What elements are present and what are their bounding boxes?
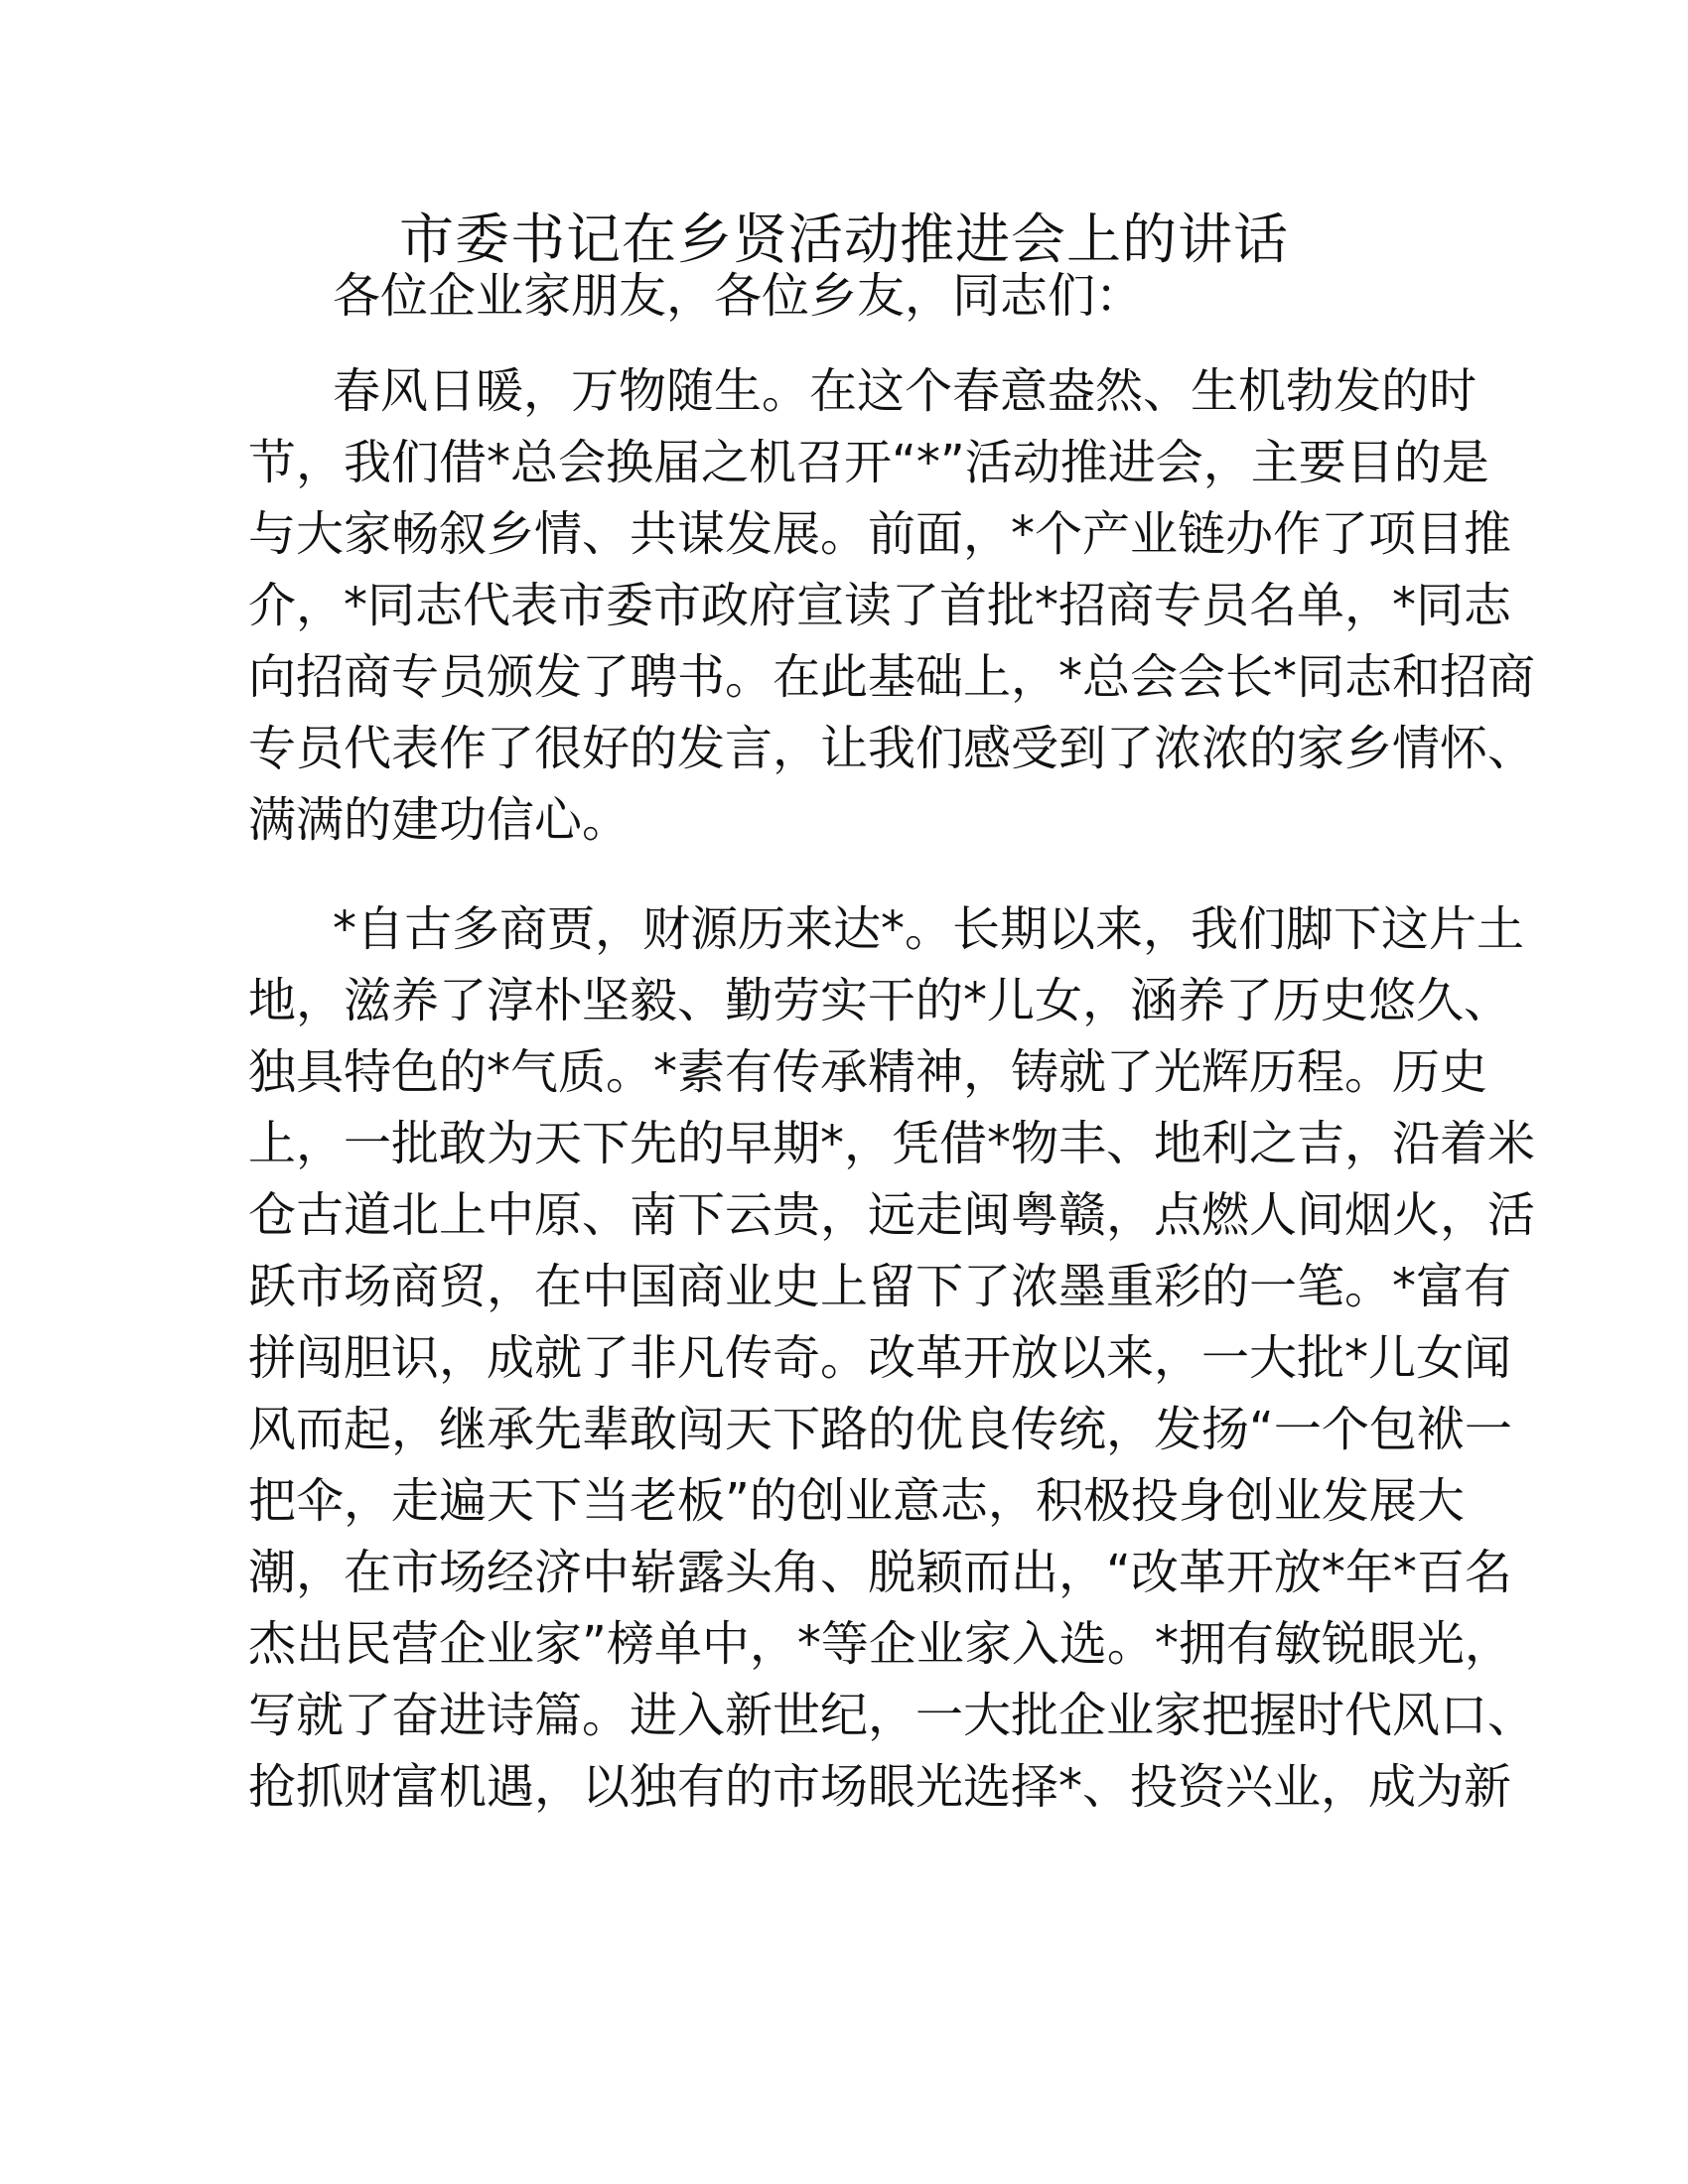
paragraph-line: 与大家畅叙乡情、共谋发展。前面，*个产业链办作了项目推: [248, 506, 1512, 562]
page-title: 市委书记在乡贤活动推进会上的讲话: [398, 207, 1289, 271]
paragraph-line: 地，滋养了淳朴坚毅、勤劳实干的*儿女，涵养了历史悠久、: [248, 973, 1512, 1028]
paragraph-line: 抢抓财富机遇，以独有的市场眼光选择*、投资兴业，成为新: [248, 1759, 1512, 1815]
paragraph-line: 杰出民营企业家”榜单中，*等企业家入选。*拥有敏锐眼光，: [248, 1616, 1512, 1672]
salutation: 各位企业家朋友，各位乡友，同志们：: [333, 268, 1144, 324]
paragraph-line: 满满的建功信心。: [248, 792, 631, 848]
paragraph-line: 春风日暖，万物随生。在这个春意盎然、生机勃发的时: [333, 363, 1477, 419]
paragraph-line: 写就了奋进诗篇。进入新世纪，一大批企业家把握时代风口、: [248, 1688, 1536, 1743]
paragraph-line: 潮，在市场经济中崭露头角、脱颖而出，“改革开放*年*百名: [248, 1545, 1512, 1600]
paragraph-line: 拼闯胆识，成就了非凡传奇。改革开放以来，一大批*儿女闻: [248, 1330, 1512, 1386]
paragraph-line: 把伞，走遍天下当老板”的创业意志，积极投身创业发展大: [248, 1473, 1465, 1529]
paragraph-line: *自古多商贾，财源历来达*。长期以来，我们脚下这片土: [333, 901, 1525, 957]
paragraph-line: 介，*同志代表市委市政府宣读了首批*招商专员名单，*同志: [248, 578, 1512, 633]
paragraph-line: 仓古道北上中原、南下云贵，远走闽粤赣，点燃人间烟火，活: [248, 1187, 1536, 1243]
paragraph-line: 独具特色的*气质。*素有传承精神，铸就了光辉历程。历史: [248, 1044, 1488, 1100]
paragraph-line: 风而起，继承先辈敢闯天下路的优良传统，发扬“一个包袱一: [248, 1402, 1512, 1457]
paragraph-line: 节，我们借*总会换届之机召开“*”活动推进会，主要目的是: [248, 435, 1489, 490]
paragraph-line: 跃市场商贸，在中国商业史上留下了浓墨重彩的一笔。*富有: [248, 1259, 1512, 1314]
paragraph-line: 上，一批敢为天下先的早期*，凭借*物丰、地利之吉，沿着米: [248, 1116, 1536, 1171]
paragraph-line: 专员代表作了很好的发言，让我们感受到了浓浓的家乡情怀、: [248, 721, 1536, 776]
paragraph-line: 向招商专员颁发了聘书。在此基础上，*总会会长*同志和招商: [248, 649, 1536, 705]
